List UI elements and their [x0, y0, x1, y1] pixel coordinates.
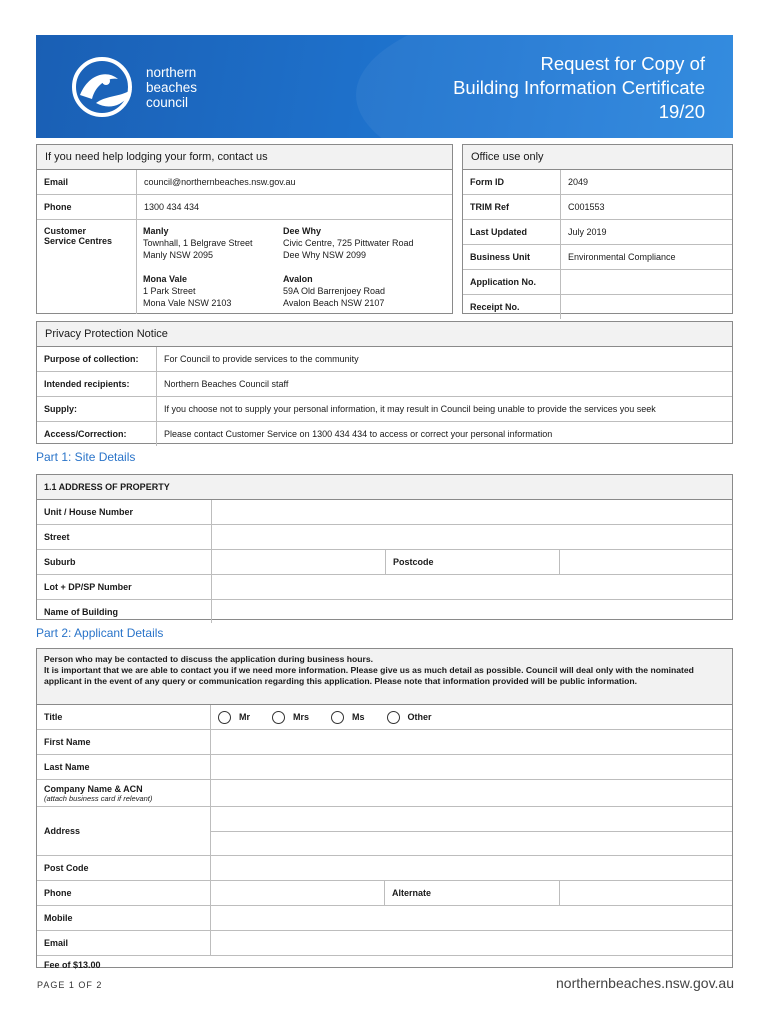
radio-ms[interactable] — [331, 711, 365, 724]
privacy-label: Access/Correction: — [37, 422, 157, 446]
centre-line: 59A Old Barrenjoey Road — [283, 286, 386, 296]
email-row — [37, 170, 452, 195]
centre-name: Mona Vale — [143, 274, 188, 284]
address-row — [37, 807, 732, 856]
phone-label: Phone — [37, 881, 211, 905]
company-label-text: Company Name & ACN — [44, 783, 143, 794]
company-note: (attach business card if relevant) — [44, 793, 153, 803]
privacy-box — [36, 321, 733, 444]
office-value: C001553 — [568, 202, 605, 212]
phone-label: Phone — [37, 195, 137, 219]
radio-label: Mrs — [293, 711, 310, 722]
lot-label: Lot + DP/SP Number — [37, 575, 212, 599]
address-inputs — [211, 807, 732, 855]
post-code-input[interactable] — [211, 856, 732, 880]
privacy-value: If you choose not to supply your personal information, it may result in Council being unable to provide the services you seek — [164, 404, 656, 414]
suburb-label: Suburb — [37, 550, 212, 574]
title-line: Request for Copy of — [540, 53, 705, 74]
radio-label: Mr — [239, 711, 250, 722]
last-name-input[interactable] — [211, 755, 732, 779]
office-box — [462, 144, 733, 314]
email-label: Email — [37, 931, 211, 955]
fee-row — [37, 956, 732, 974]
centre-line: Avalon Beach NSW 2107 — [283, 298, 385, 308]
centre-line: Townhall, 1 Belgrave Street — [143, 238, 253, 248]
radio-mrs[interactable] — [272, 711, 309, 724]
last-name-row — [37, 755, 732, 780]
centre-line: Mona Vale NSW 2103 — [143, 298, 232, 308]
privacy-row — [37, 372, 732, 397]
building-row — [37, 600, 732, 623]
fee-label: Fee of $13.00 — [44, 960, 101, 970]
phone-row — [37, 195, 452, 220]
brand-line: council — [146, 95, 189, 110]
office-row — [463, 195, 732, 220]
street-input[interactable] — [212, 525, 732, 549]
centre-line: Civic Centre, 725 Pittwater Road — [283, 238, 414, 248]
building-label: Name of Building — [37, 600, 212, 623]
mobile-input[interactable] — [211, 906, 732, 930]
office-row — [463, 245, 732, 270]
office-row — [463, 220, 732, 245]
centres-label-line: Service Centres — [44, 236, 113, 246]
radio-circle-icon — [331, 711, 344, 724]
suburb-row — [37, 550, 732, 575]
lot-input[interactable] — [212, 575, 732, 599]
receipt-no-field[interactable] — [561, 295, 575, 319]
address-input-line2[interactable] — [211, 832, 732, 856]
address-heading: 1.1 ADDRESS OF PROPERTY — [44, 482, 170, 492]
radio-label: Ms — [352, 711, 365, 722]
footer-url[interactable]: northernbeaches.nsw.gov.au — [556, 975, 734, 991]
part2-title: Part 2: Applicant Details — [36, 626, 164, 640]
post-code-label: Post Code — [37, 856, 211, 880]
email-value[interactable]: council@northernbeaches.nsw.gov.au — [144, 177, 296, 187]
part2-box — [36, 648, 733, 968]
office-row — [463, 170, 732, 195]
privacy-row — [37, 422, 732, 446]
brand-line: northern — [146, 65, 197, 80]
postcode-input[interactable] — [560, 550, 732, 574]
radio-circle-icon — [272, 711, 285, 724]
privacy-label: Supply: — [37, 397, 157, 421]
centre-line: 1 Park Street — [143, 286, 196, 296]
centre-name: Manly — [143, 226, 169, 236]
part1-title: Part 1: Site Details — [36, 450, 136, 464]
centre-manly — [143, 225, 253, 261]
lot-row — [37, 575, 732, 600]
office-value: Environmental Compliance — [568, 252, 676, 262]
help-box — [36, 144, 453, 314]
privacy-label: Purpose of collection: — [37, 347, 157, 371]
office-label: Business Unit — [463, 245, 561, 269]
first-name-label: First Name — [37, 730, 211, 754]
street-row — [37, 525, 732, 550]
privacy-label: Intended recipients: — [37, 372, 157, 396]
email-row — [37, 931, 732, 956]
centres-row — [37, 220, 452, 314]
office-heading: Office use only — [463, 145, 732, 170]
office-label: TRIM Ref — [463, 195, 561, 219]
mobile-row — [37, 906, 732, 931]
radio-circle-icon — [387, 711, 400, 724]
form-title — [453, 52, 705, 124]
office-label: Application No. — [463, 270, 561, 294]
centres-label — [37, 220, 137, 314]
last-name-label: Last Name — [37, 755, 211, 779]
building-input[interactable] — [212, 600, 732, 623]
email-input[interactable] — [211, 931, 732, 955]
applicant-intro — [37, 649, 732, 705]
unit-label: Unit / House Number — [37, 500, 212, 524]
privacy-heading: Privacy Protection Notice — [37, 322, 732, 347]
centre-name: Avalon — [283, 274, 313, 284]
council-logo-icon — [66, 55, 138, 119]
brand-line: beaches — [146, 80, 198, 95]
centre-mona-vale — [143, 273, 231, 309]
radio-mr[interactable] — [218, 711, 250, 724]
intro-line: It is important that we are able to contact you if we need more information. Please give us as much detail as possible. Council will deal only with the nominated applicant in the event of any query or communication regarding this application. Please note that information provided will be public information. — [44, 665, 694, 686]
title-line: 19/20 — [658, 101, 705, 122]
office-value: July 2019 — [568, 227, 607, 237]
phone-row — [37, 881, 732, 906]
title-line: Building Information Certificate — [453, 77, 705, 98]
application-no-field[interactable] — [561, 270, 575, 294]
company-label — [37, 780, 211, 806]
alternate-input[interactable] — [560, 881, 732, 905]
address-label: Address — [37, 807, 211, 855]
unit-row — [37, 500, 732, 525]
page-number: PAGE 1 OF 2 — [37, 980, 103, 990]
title-options — [211, 705, 732, 729]
centre-line: Manly NSW 2095 — [143, 250, 214, 260]
privacy-value: For Council to provide services to the community — [164, 354, 359, 364]
office-label: Last Updated — [463, 220, 561, 244]
privacy-value: Please contact Customer Service on 1300 434 434 to access or correct your personal information — [164, 429, 553, 439]
mobile-label: Mobile — [37, 906, 211, 930]
phone-input[interactable] — [211, 881, 385, 905]
phone-value: 1300 434 434 — [144, 202, 200, 212]
address-input-line1[interactable] — [211, 807, 732, 832]
office-value: 2049 — [568, 177, 589, 187]
postcode-label: Postcode — [386, 550, 560, 574]
radio-label: Other — [407, 711, 432, 722]
suburb-input[interactable] — [212, 550, 386, 574]
brand-name — [146, 65, 197, 110]
privacy-value: Northern Beaches Council staff — [164, 379, 289, 389]
first-name-input[interactable] — [211, 730, 732, 754]
centres-list — [137, 220, 452, 314]
email-label: Email — [37, 170, 137, 194]
office-row — [463, 295, 732, 319]
centre-line: Dee Why NSW 2099 — [283, 250, 367, 260]
address-heading-row — [37, 475, 732, 500]
privacy-row — [37, 347, 732, 372]
intro-line: Person who may be contacted to discuss the application during business hours. — [44, 654, 374, 664]
office-label: Form ID — [463, 170, 561, 194]
company-input[interactable] — [211, 780, 732, 806]
part1-box — [36, 474, 733, 620]
centres-label-line: Customer — [44, 226, 87, 236]
title-row — [37, 705, 732, 730]
alternate-label: Alternate — [385, 881, 560, 905]
street-label: Street — [37, 525, 212, 549]
header-banner — [36, 35, 733, 138]
radio-other[interactable] — [387, 711, 432, 724]
help-heading: If you need help lodging your form, contact us — [37, 145, 452, 170]
centre-dee-why — [283, 225, 414, 261]
post-code-row — [37, 856, 732, 881]
first-name-row — [37, 730, 732, 755]
title-label: Title — [37, 705, 211, 729]
centre-name: Dee Why — [283, 226, 322, 236]
unit-input[interactable] — [212, 500, 732, 524]
centre-avalon — [283, 273, 385, 309]
office-row — [463, 270, 732, 295]
office-label: Receipt No. — [463, 295, 561, 319]
privacy-row — [37, 397, 732, 422]
company-row — [37, 780, 732, 807]
radio-circle-icon — [218, 711, 231, 724]
